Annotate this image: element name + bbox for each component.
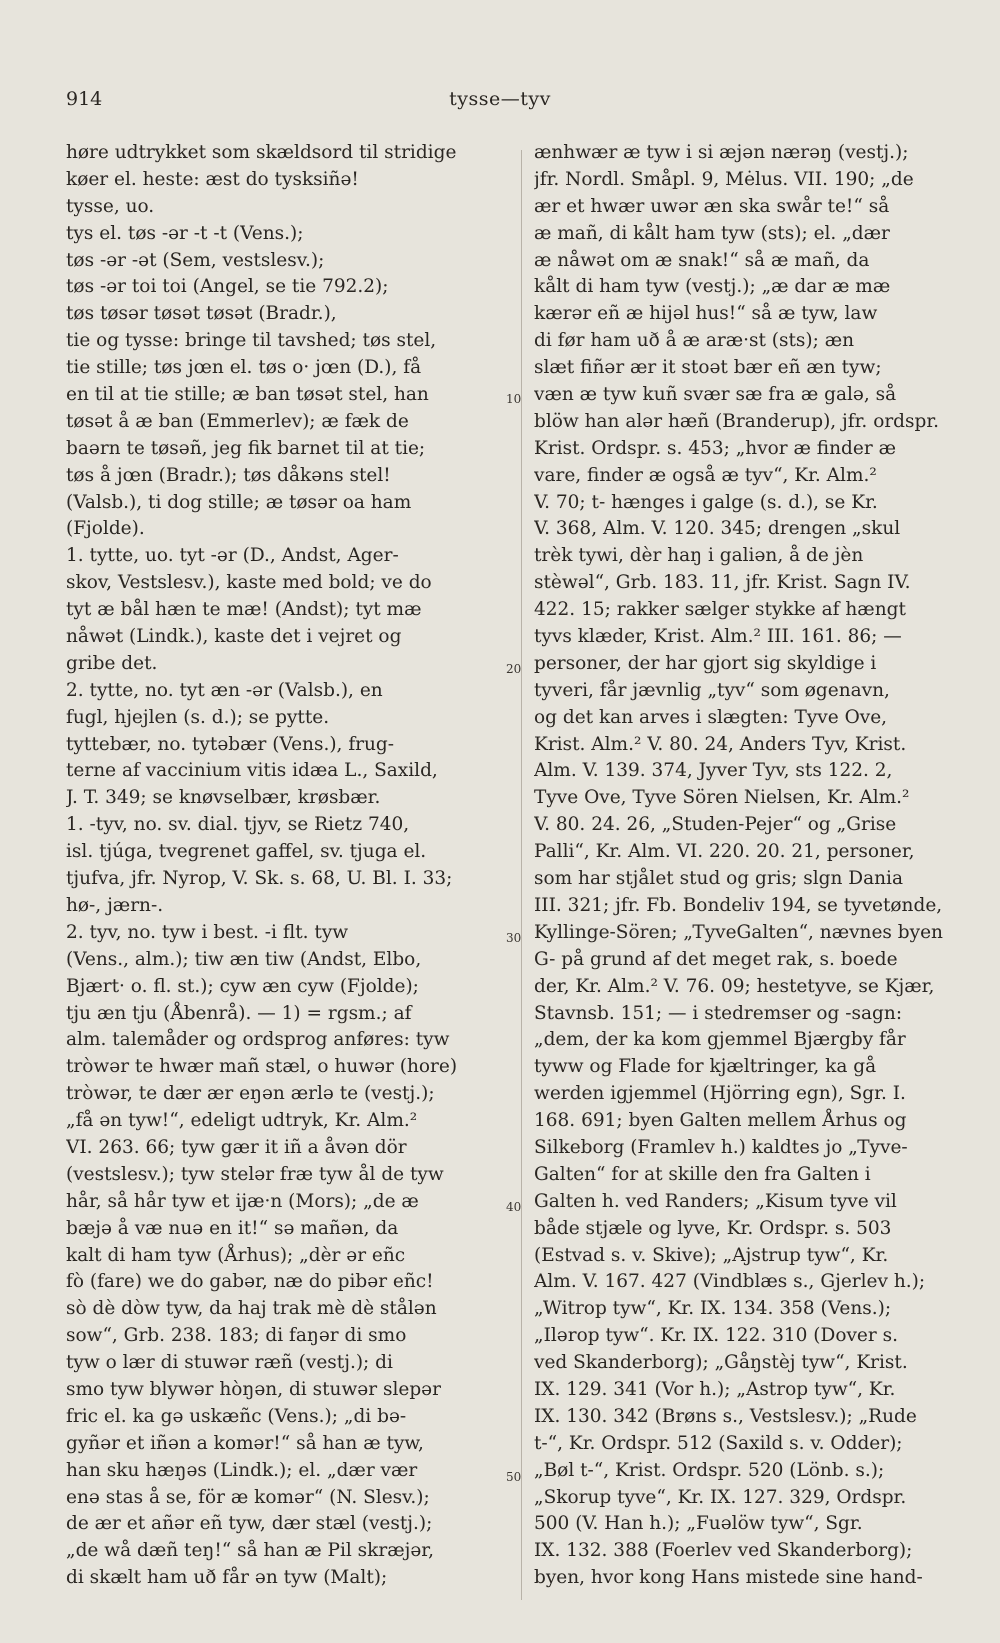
text-line: Galten“ for at skille den fra Galten i <box>534 1163 871 1185</box>
text-line: æ mañ, di kålt ham tyw (sts); el. „dær <box>534 222 890 244</box>
text-line: sow“, Grb. 238. 183; di faŋər di smo <box>66 1325 407 1347</box>
text-line: „Skorup tyve“, Kr. IX. 127. 329, Ordspr. <box>534 1486 907 1508</box>
text-line: tyww og Flade for kjæltringer, ka gå <box>534 1056 877 1078</box>
text-line: terne af vaccinium vitis idæa L., Saxild, <box>66 760 438 782</box>
text-line: trèk tywi, dèr haŋ i galiən, å de jèn <box>534 545 864 567</box>
text-line: som har stjålet stud og gris; slgn Dania <box>534 868 904 890</box>
page-header <box>0 88 1000 116</box>
text-line: (vestslesv.); tyw stelər fræ tyw ål de tyw <box>66 1163 444 1185</box>
line-marker: 20 <box>506 662 522 676</box>
text-line: Palli“, Kr. Alm. VI. 220. 20. 21, personer, <box>534 841 915 863</box>
running-title: tysse—tyv <box>449 88 551 110</box>
text-line: V. 368, Alm. V. 120. 345; drengen „skul <box>534 518 901 540</box>
text-line: fric el. ka gə uskæñc (Vens.); „di bə- <box>66 1405 407 1427</box>
text-line: isl. tjúga, tvegrenet gaffel, sv. tjuga el. <box>66 841 427 863</box>
text-line: 2. tyv, no. tyw i best. -i flt. tyw <box>66 921 349 943</box>
text-line: ved Skanderborg); „Gåŋstèj tyw“, Krist. <box>534 1352 908 1374</box>
text-line: hår, så hår tyw et ijæ·n (Mors); „de æ <box>66 1190 419 1212</box>
text-line: (Fjolde). <box>66 518 145 540</box>
text-line: tøs tøsər tøsət tøsət (Bradr.), <box>66 303 337 325</box>
text-line: III. 321; jfr. Fb. Bondeliv 194, se tyvetønde, <box>534 894 943 916</box>
text-line: (Valsb.), ti dog stille; æ tøsər oa ham <box>66 491 412 513</box>
text-line: æ nåwət om æ snak!“ så æ mañ, da <box>534 249 870 271</box>
text-line: byen, hvor kong Hans mistede sine hand- <box>534 1567 923 1589</box>
text-line: VI. 263. 66; tyw gær it iñ a åvən dör <box>66 1136 407 1158</box>
text-line: Alm. V. 167. 427 (Vindblæs s., Gjerlev h.); <box>534 1271 926 1293</box>
text-line: Alm. V. 139. 374, Jyver Tyv, sts 122. 2, <box>534 760 893 782</box>
text-line: tys el. tøs -ər -t -t (Vens.); <box>66 222 304 244</box>
text-line: 500 (V. Han h.); „Fuəlöw tyw“, Sgr. <box>534 1513 863 1535</box>
text-line: tyt æ bål hæn te mæ! (Andst); tyt mæ <box>66 599 422 621</box>
text-line: fò (fare) we do gabər, næ do pibər eñc! <box>66 1271 434 1293</box>
text-line: Kyllinge-Sören; „TyveGalten“, nævnes byen <box>534 921 943 943</box>
text-line: 422. 15; rakker sælger stykke af hængt <box>534 599 906 621</box>
text-line: alm. talemåder og ordsprog anføres: tyw <box>66 1029 450 1051</box>
text-line: 1. tytte, uo. tyt -ər (D., Andst, Ager- <box>66 545 399 567</box>
line-marker: 10 <box>506 392 522 406</box>
text-line: „Witrop tyw“, Kr. IX. 134. 358 (Vens.); <box>534 1298 892 1320</box>
text-line: han sku hæŋəs (Lindk.); el. „dær vær <box>66 1459 418 1481</box>
text-line: werden igjemmel (Hjörring egn), Sgr. I. <box>534 1083 906 1105</box>
text-line: bæjə å væ nuə en it!“ sə mañən, da <box>66 1217 399 1239</box>
text-line: IX. 130. 342 (Brøns s., Vestslesv.); „Rude <box>534 1405 917 1427</box>
text-line: høre udtrykket som skældsord til stridige <box>66 142 457 163</box>
text-line: tøsət å æ ban (Emmerlev); æ fæk de <box>66 410 409 432</box>
text-line: tyttebær, no. tytəbær (Vens.), frug- <box>66 733 395 755</box>
right-column <box>534 140 974 1592</box>
text-line: ær et hwær uwər æn ska swår te!“ så <box>534 195 890 217</box>
text-line: „Bøl t-“, Krist. Ordspr. 520 (Lönb. s.); <box>534 1459 885 1481</box>
text-line: slæt fiñər ær it stoət bær eñ æn tyw; <box>534 357 882 379</box>
text-line: Krist. Alm.² V. 80. 24, Anders Tyv, Krist. <box>534 733 907 755</box>
text-line: tjufva, jfr. Nyrop, V. Sk. s. 68, U. Bl. I. 33; <box>66 868 453 890</box>
text-line: nåwət (Lindk.), kaste det i vejret og <box>66 626 402 648</box>
text-line: 1. -tyv, no. sv. dial. tjyv, se Rietz 740, <box>66 814 410 836</box>
text-line: kærər eñ æ hijəl hus!“ så æ tyw, law <box>534 303 878 325</box>
text-line: kålt di ham tyw (vestj.); „æ dar æ mæ <box>534 276 891 298</box>
text-line: blöw han alər hæñ (Branderup), jfr. ordspr. <box>534 410 940 432</box>
text-line: tøs å jœn (Bradr.); tøs dåkəns stel! <box>66 464 391 486</box>
text-line: stèwəl“, Grb. 183. 11, jfr. Krist. Sagn IV. <box>534 572 911 594</box>
text-line: G- på grund af det meget rak, s. boede <box>534 948 898 970</box>
text-line: „de wå dæñ teŋ!“ så han æ Pil skræjər, <box>66 1540 434 1562</box>
text-line: kalt di ham tyw (Århus); „dèr ər eñc <box>66 1244 406 1266</box>
text-line: tøs -ər -ət (Sem, vestslesv.); <box>66 249 325 271</box>
text-line: tysse, uo. <box>66 195 155 217</box>
text-line: tju æn tju (Åbenrå). — 1) = rgsm.; af <box>66 1002 412 1024</box>
text-line: IX. 129. 341 (Vor h.); „Astrop tyw“, Kr. <box>534 1378 896 1400</box>
text-line: tie og tysse: bringe til tavshed; tøs stel, <box>66 330 437 352</box>
text-line: „få ən tyw!“, edeligt udtryk, Kr. Alm.² <box>66 1110 418 1132</box>
text-line: „dem, der ka kom gjemmel Bjærgby får <box>534 1029 906 1051</box>
page-number: 914 <box>66 88 103 110</box>
text-line: 168. 691; byen Galten mellem Århus og <box>534 1110 907 1132</box>
text-line: di før ham uð å æ aræ·st (sts); æn <box>534 330 855 352</box>
text-line: en til at tie stille; æ ban tøsət stel, han <box>66 384 429 406</box>
text-line: de ær et añər eñ tyw, dær stæl (vestj.); <box>66 1513 433 1535</box>
text-line: Galten h. ved Randers; „Kisum tyve vil <box>534 1190 897 1212</box>
line-marker: 30 <box>506 931 522 945</box>
text-line: gyñər et iñən a komər!“ så han æ tyw, <box>66 1432 424 1454</box>
text-line: (Estvad s. v. Skive); „Ajstrup tyw“, Kr. <box>534 1244 889 1266</box>
text-line: smo tyw blywər hòŋən, di stuwər slepər <box>66 1378 441 1400</box>
text-line: jfr. Nordl. Småpl. 9, Mėlus. VII. 190; „de <box>534 168 914 190</box>
text-line: (Vens., alm.); tiw æn tiw (Andst, Elbo, <box>66 948 422 970</box>
text-line: sò dè dòw tyw, da haj trak mè dè stålən <box>66 1298 437 1320</box>
text-line: tròwər, te dær ær eŋən ærlə te (vestj.); <box>66 1083 435 1105</box>
text-line: både stjæle og lyve, Kr. Ordspr. s. 503 <box>534 1217 892 1239</box>
column-divider <box>521 150 522 1600</box>
text-line: di skælt ham uð får ən tyw (Malt); <box>66 1567 388 1589</box>
line-marker: 40 <box>506 1200 522 1214</box>
text-line: tie stille; tøs jœn el. tøs o· jœn (D.), få <box>66 357 422 379</box>
text-line: Stavnsb. 151; — i stedremser og -sagn: <box>534 1002 903 1024</box>
text-line: og det kan arves i slægten: Tyve Ove, <box>534 706 888 728</box>
text-line: Krist. Ordspr. s. 453; „hvor æ finder æ <box>534 437 896 459</box>
text-line: Tyve Ove, Tyve Sören Nielsen, Kr. Alm.² <box>534 787 910 809</box>
text-line: køer el. heste: æst do tysksiñə! <box>66 168 359 190</box>
text-line: der, Kr. Alm.² V. 76. 09; hestetyve, se Kjær, <box>534 975 935 997</box>
text-line: J. T. 349; se knøvselbær, krøsbær. <box>66 787 381 809</box>
text-line: 2. tytte, no. tyt æn -ər (Valsb.), en <box>66 679 383 701</box>
text-line: fugl, hjejlen (s. d.); se pytte. <box>66 706 330 728</box>
text-line: væn æ tyw kuñ svær sæ fra æ galə, så <box>534 384 897 406</box>
text-line: t-“, Kr. Ordspr. 512 (Saxild s. v. Odder); <box>534 1432 903 1454</box>
text-line: baərn te tøsəñ, jeg fik barnet til at tie; <box>66 437 426 459</box>
text-line: IX. 132. 388 (Foerlev ved Skanderborg); <box>534 1540 913 1562</box>
text-line: vare, finder æ også æ tyv“, Kr. Alm.² <box>534 464 877 486</box>
text-line: enə stas å se, för æ komər“ (N. Slesv.); <box>66 1486 430 1508</box>
text-line: V. 70; t- hænges i galge (s. d.), se Kr. <box>534 491 878 513</box>
text-line: personer, der har gjort sig skyldige i <box>534 652 877 674</box>
text-line: tyw o lær di stuwər ræñ (vestj.); di <box>66 1352 393 1374</box>
text-line: skov, Vestslesv.), kaste med bold; ve do <box>66 572 432 594</box>
text-line: V. 80. 24. 26, „Studen-Pejer“ og „Grise <box>534 814 897 836</box>
text-line: ænhwær æ tyw i si æjən nærəŋ (vestj.); <box>534 142 909 163</box>
text-line: tròwər te hwær mañ stæl, o huwər (hore) <box>66 1056 458 1078</box>
text-line: Silkeborg (Framlev h.) kaldtes jo „Tyve- <box>534 1136 908 1158</box>
text-line: Bjært· o. fl. st.); cyw æn cyw (Fjolde); <box>66 975 419 997</box>
text-line: hø-, jærn-. <box>66 894 164 916</box>
text-line: tyvs klæder, Krist. Alm.² III. 161. 86; — <box>534 626 902 648</box>
left-column <box>66 140 506 1592</box>
text-line: gribe det. <box>66 652 158 674</box>
text-line: tøs -ər toi toi (Angel, se tie 792.2); <box>66 276 389 298</box>
line-marker: 50 <box>506 1470 522 1484</box>
text-line: tyveri, får jævnlig „tyv“ som øgenavn, <box>534 679 890 701</box>
text-line: „Ilərop tyw“. Kr. IX. 122. 310 (Dover s. <box>534 1325 898 1347</box>
